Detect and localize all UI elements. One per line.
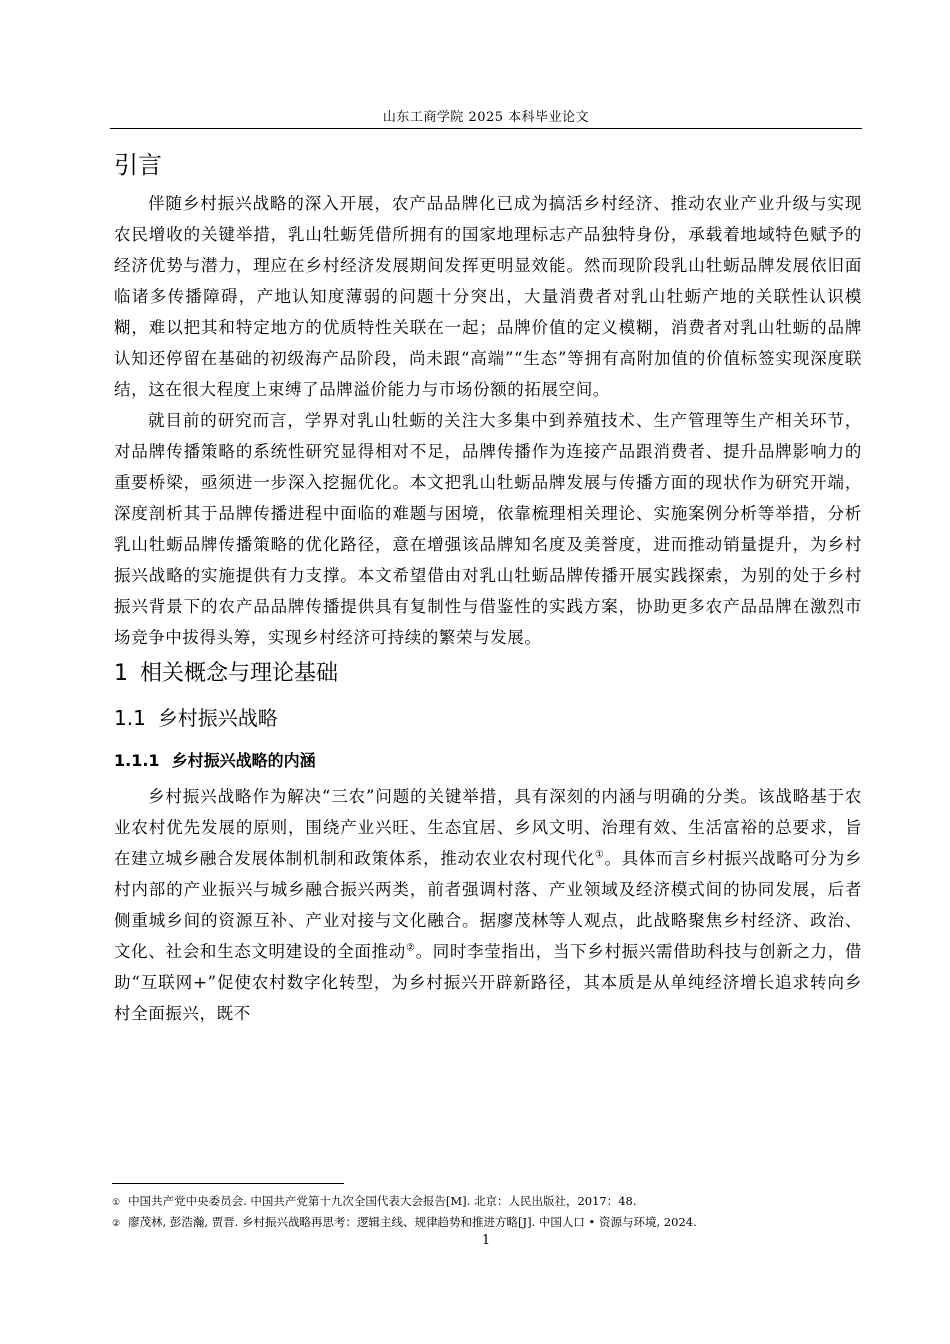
section-1-1-title: 乡村振兴战略 xyxy=(157,706,278,730)
footnote-separator xyxy=(112,1183,344,1184)
paragraph-text-part-1: 乡村振兴战略作为解决“三农”问题的关键举措，具有深刻的内涵与明确的分类。该战略基于农业农村优先发展的原则，围绕产业兴旺、生态宜居、乡风文明、治理有效、生活富裕的总要求，旨在建立城乡融合发展体制机制和政策体系，推动农业农村现代化 xyxy=(114,787,862,868)
intro-heading: 引言 xyxy=(114,151,162,179)
section-1-heading xyxy=(114,653,862,695)
section-1-1-1-title: 乡村振兴战略的内涵 xyxy=(171,751,316,770)
header-rule xyxy=(110,128,862,129)
section-1-1-heading xyxy=(114,695,862,741)
body-text xyxy=(114,142,862,1029)
footnote-reference-1[interactable]: ① xyxy=(594,849,605,861)
footnote-2-text: 廖茂林, 彭浩瀚, 贾晋. 乡村振兴战略再思考：逻辑主线、规律趋势和推进方略[J]. 中国人口 • 资源与环境, 2024. xyxy=(128,1215,697,1229)
intro-paragraph-1: 伴随乡村振兴战略的深入开展，农产品品牌化已成为搞活乡村经济、推动农业产业升级与实现农民增收的关键举措，乳山牡蛎凭借所拥有的国家地理标志产品独特身份，承载着地域特色赋予的经济优势与潜力，理应在乡村经济发展期间发挥更明显效能。然而现阶段乳山牡蛎品牌发展依旧面临诸多传播障碍，产地认知度薄弱的问题十分突出，大量消费者对乳山牡蛎产地的关联性认识模糊，难以把其和特定地方的优质特性关联在一起；品牌价值的定义模糊，消费者对乳山牡蛎的品牌认知还停留在基础的初级海产品阶段，尚未跟“高端”“生态”等拥有高附加值的价值标签实现深度联结，这在很大程度上束缚了品牌溢价能力与市场份额的拓展空间。 xyxy=(114,194,862,399)
section-1-1-1-heading xyxy=(114,741,862,781)
running-header: 山东工商学院 2025 本科毕业论文 xyxy=(382,110,590,125)
footnote-reference-2[interactable]: ② xyxy=(405,942,416,954)
footnote-2 xyxy=(112,1213,862,1234)
paragraph-text-part-3: 。同时李莹指出，当下乡村振兴需借助科技与创新之力，借助“互联网+”促使农村数字化转型，为乡村振兴开辟新路径，其本质是从单纯经济增长追求转向乡村全面振兴，既不 xyxy=(114,942,862,1023)
footnote-1 xyxy=(112,1192,862,1213)
page-number: 1 xyxy=(481,1233,491,1248)
section-1-number: 1 xyxy=(114,661,128,686)
footnote-1-mark: ① xyxy=(112,1198,121,1208)
footnote-2-mark: ② xyxy=(112,1219,121,1229)
paragraph-text-part-2: 。具体而言乡村振兴战略可分为乡村内部的产业振兴与城乡融合振兴两类，前者强调村落、产业领域及经济模式间的协同发展，后者侧重城乡间的资源互补、产业对接与文化融合。据廖茂林等人观点，此战略聚焦乡村经济、政治、文化、社会和生态文明建设的全面推动 xyxy=(114,849,862,961)
section-1-1-1-paragraph xyxy=(114,781,862,1029)
intro-paragraph-2: 就目前的研究而言，学界对乳山牡蛎的关注大多集中到养殖技术、生产管理等生产相关环节，对品牌传播策略的系统性研究显得相对不足，品牌传播作为连接产品跟消费者、提升品牌影响力的重要桥梁，亟须进一步深入挖掘优化。本文把乳山牡蛎品牌发展与传播方面的现状作为研究开端，深度剖析其于品牌传播进程中面临的难题与困境，依靠梳理相关理论、实施案例分析等举措，分析乳山牡蛎品牌传播策略的优化路径，意在增强该品牌知名度及美誉度，进而推动销量提升，为乡村振兴战略的实施提供有力支撑。本文希望借由对乳山牡蛎品牌传播开展实践探索，为别的处于乡村振兴背景下的农产品品牌传播提供具有复制性与借鉴性的实践方案，协助更多农产品品牌在激烈市场竞争中拔得头筹，实现乡村经济可持续的繁荣与发展。 xyxy=(114,411,862,647)
footnotes xyxy=(112,1192,862,1234)
section-1-title: 相关概念与理论基础 xyxy=(140,661,339,686)
footnote-1-text: 中国共产党中央委员会. 中国共产党第十九次全国代表大会报告[M]. 北京：人民出版社，2017：48. xyxy=(128,1194,637,1208)
section-1-1-number: 1.1 xyxy=(114,706,146,730)
section-1-1-1-number: 1.1.1 xyxy=(114,751,160,770)
